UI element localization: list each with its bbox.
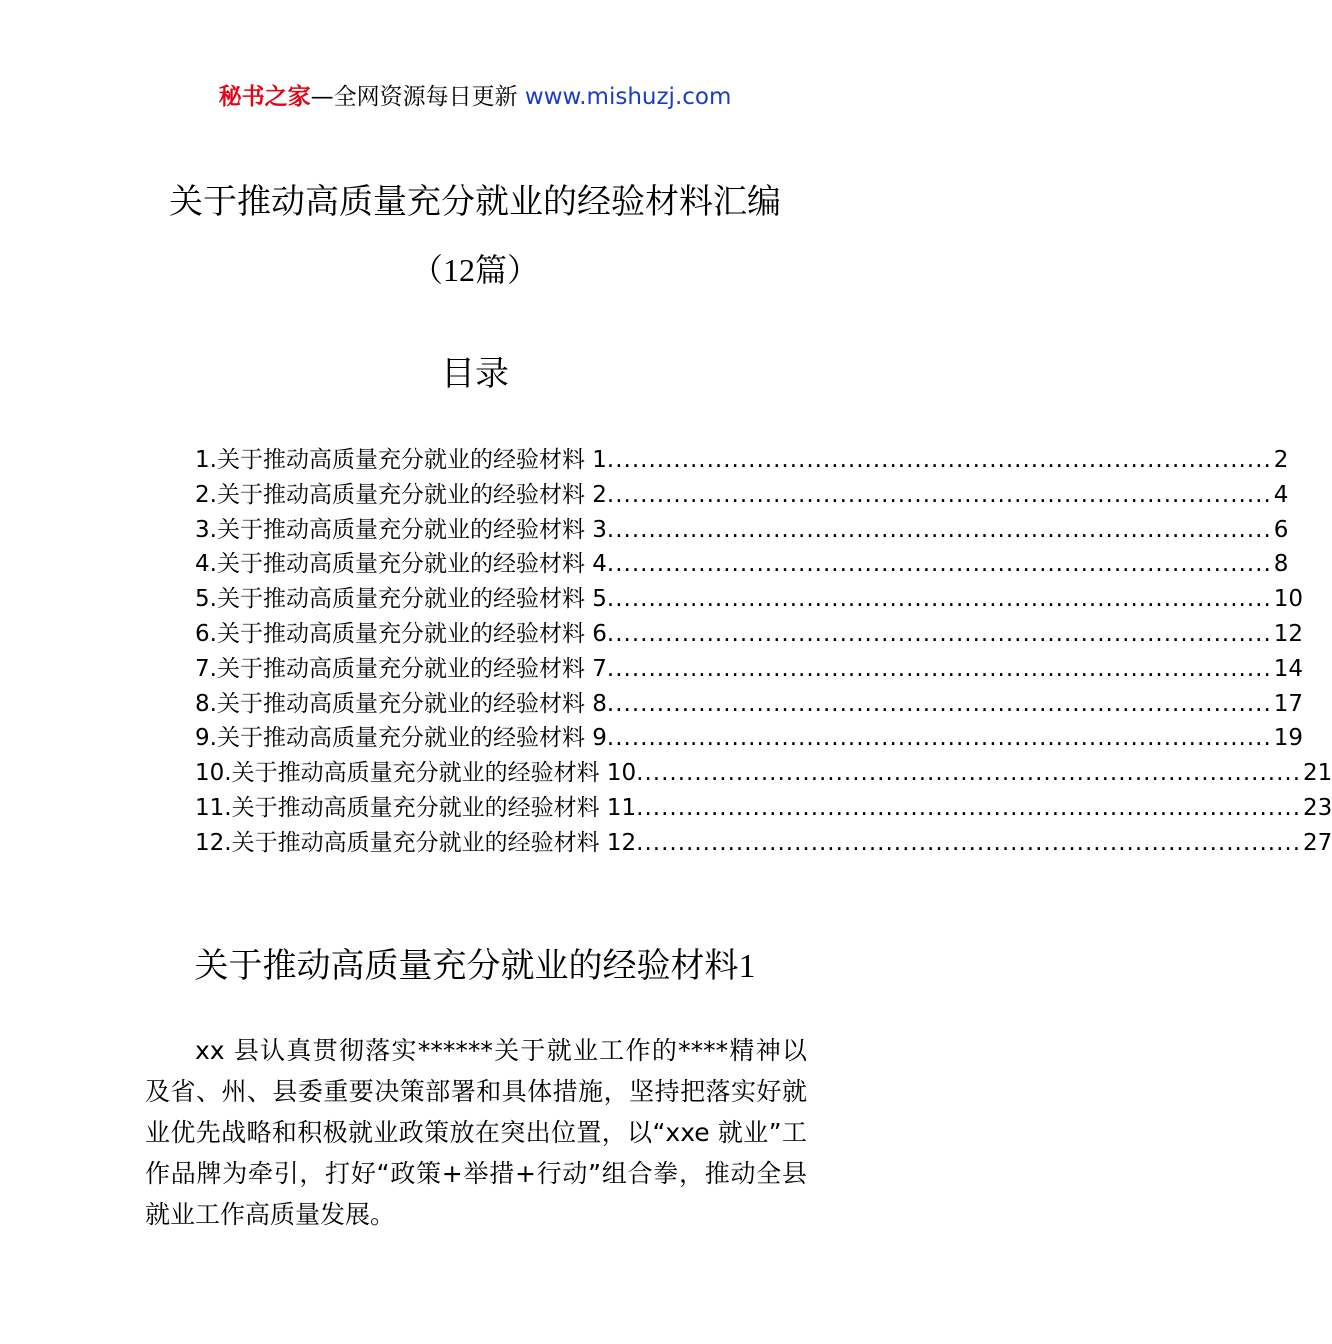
toc-leader-dots: ................................................................................ (606, 481, 1272, 508)
toc-entry[interactable] (195, 791, 1332, 826)
document-title: 关于推动高质量充分就业的经验材料汇编 (169, 182, 781, 222)
toc-entry[interactable] (195, 756, 1332, 791)
toc-entry-page: 4 (1273, 481, 1289, 508)
toc-entry-title: 11.关于推动高质量充分就业的经验材料 11 (195, 794, 637, 821)
toc-entry-title: 10.关于推动高质量充分就业的经验材料 10 (195, 760, 637, 787)
toc-entry-page: 14 (1273, 655, 1304, 682)
site-brand: 秘书之家 (218, 84, 311, 110)
toc-entry-page: 23 (1303, 794, 1332, 821)
site-url-link[interactable]: www.mishuzj.com (524, 84, 732, 110)
toc-leader-dots: ................................................................................ (636, 829, 1302, 856)
subtitle-open-paren: （ (410, 251, 443, 289)
toc-leader-dots: ................................................................................ (606, 620, 1272, 647)
toc-leader-dots: ................................................................................ (606, 690, 1272, 717)
subtitle-close-paren: ） (507, 251, 540, 289)
document-subtitle (0, 248, 950, 292)
toc-entry[interactable] (195, 478, 1289, 513)
toc-entry-title: 12.关于推动高质量充分就业的经验材料 12 (195, 829, 637, 856)
subtitle-unit: 篇 (474, 251, 507, 289)
toc-entry-page: 6 (1273, 516, 1289, 543)
toc-leader-dots: ................................................................................ (606, 655, 1272, 682)
toc-entry-title: 1.关于推动高质量充分就业的经验材料 1 (195, 447, 607, 473)
toc-entry-page: 21 (1303, 760, 1332, 787)
site-header (0, 82, 950, 112)
toc-leader-dots: ................................................................................ (606, 725, 1272, 752)
toc-entry-title: 4.关于推动高质量充分就业的经验材料 4 (195, 551, 607, 578)
toc-entry[interactable] (195, 617, 1304, 652)
subtitle-count: 12 (442, 252, 475, 288)
toc-entry[interactable] (195, 582, 1304, 617)
toc-list (195, 443, 1332, 861)
toc-entry-title: 8.关于推动高质量充分就业的经验材料 8 (195, 690, 607, 717)
section-heading (0, 942, 950, 991)
toc-entry-page: 8 (1273, 551, 1289, 578)
toc-entry[interactable] (195, 547, 1289, 582)
section-heading-number: 1 (738, 948, 756, 985)
toc-entry-title: 5.关于推动高质量充分就业的经验材料 5 (195, 586, 607, 613)
section-heading-text: 关于推动高质量充分就业的经验材料 (194, 946, 739, 986)
body-paragraph: xx 县认真贯彻落实******关于就业工作的****精神以及省、州、县委重要决策部署和具体措施，坚持把落实好就业优先战略和积极就业政策放在突出位置，以“xxe 就业”工作品牌为牵引，打好“政策+举措+行动”组合拳，推动全县就业工作高质量发展。 (145, 1036, 807, 1229)
site-slogan: —全网资源每日更新 (310, 84, 525, 110)
toc-entry[interactable] (195, 513, 1289, 548)
toc-entry-title: 3.关于推动高质量充分就业的经验材料 3 (195, 516, 607, 543)
toc-leader-dots: ................................................................................ (606, 586, 1272, 613)
toc-entry-title: 2.关于推动高质量充分就业的经验材料 2 (195, 481, 607, 508)
toc-entry-title: 6.关于推动高质量充分就业的经验材料 6 (195, 620, 607, 647)
toc-leader-dots: ................................................................................ (636, 760, 1302, 787)
toc-heading: 目录 (441, 354, 509, 394)
toc-entry-title: 9.关于推动高质量充分就业的经验材料 9 (195, 725, 607, 752)
toc-entry-page: 12 (1273, 620, 1304, 647)
toc-entry-page: 27 (1303, 829, 1332, 856)
toc-leader-dots: ................................................................................ (606, 447, 1272, 473)
toc-leader-dots: ................................................................................ (636, 794, 1302, 821)
toc-leader-dots: ................................................................................ (606, 516, 1272, 543)
toc-entry-page: 2 (1273, 447, 1289, 473)
toc-entry-title: 7.关于推动高质量充分就业的经验材料 7 (195, 655, 607, 682)
toc-entry[interactable] (195, 652, 1304, 687)
toc-leader-dots: ................................................................................ (606, 551, 1272, 578)
toc-entry[interactable] (195, 721, 1304, 756)
toc-entry-page: 17 (1273, 690, 1304, 717)
toc-entry-page: 10 (1273, 586, 1304, 613)
toc-entry[interactable] (195, 687, 1304, 722)
toc-entry[interactable] (195, 443, 1289, 478)
toc-entry-page: 19 (1273, 725, 1304, 752)
toc-entry[interactable] (195, 826, 1332, 861)
